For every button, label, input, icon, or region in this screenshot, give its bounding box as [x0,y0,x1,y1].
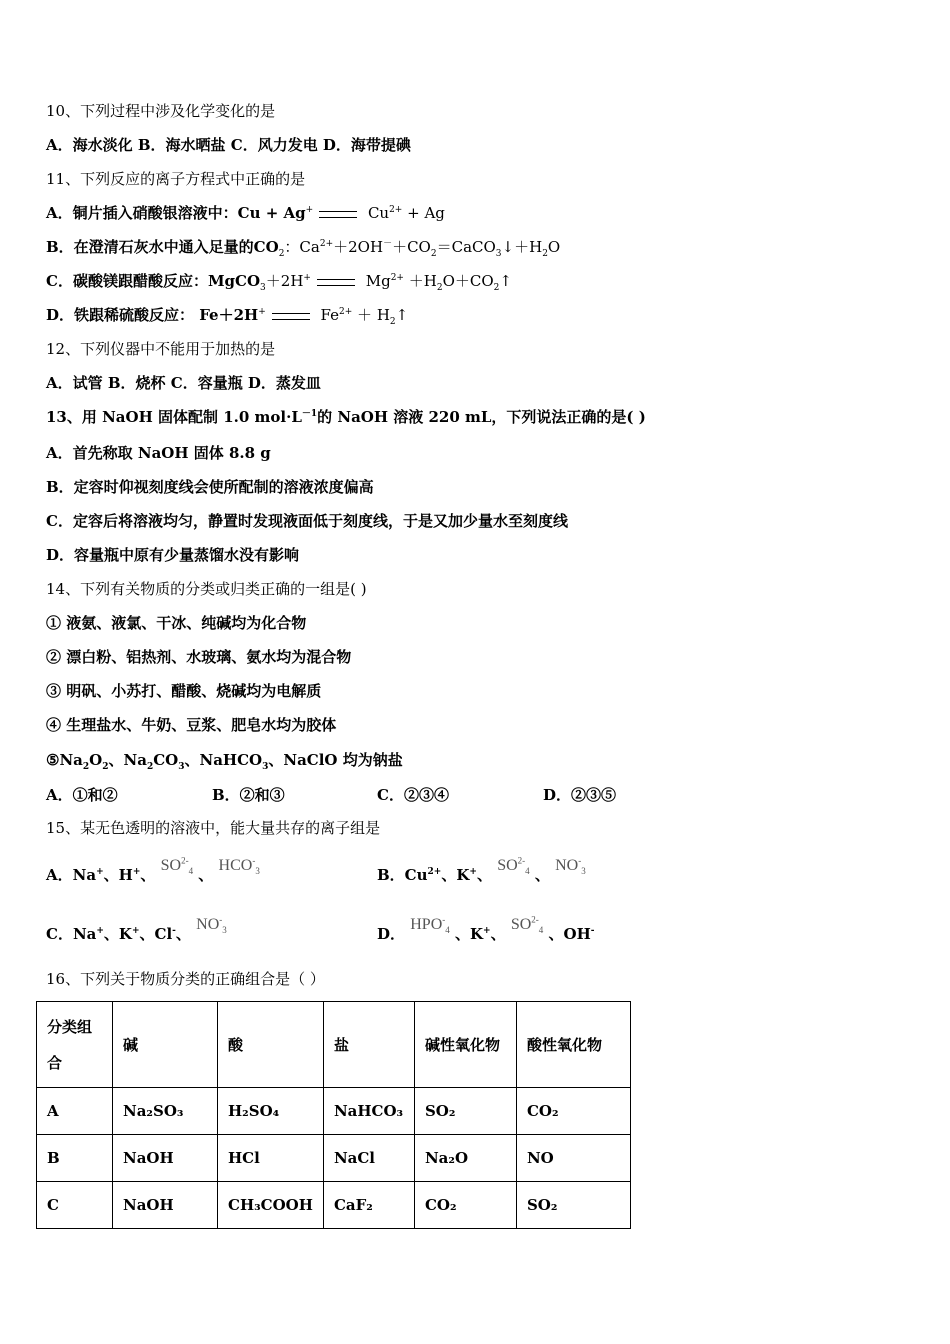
q13-stem-a: 13、用 NaOH 固体配制 1.0 mol·L [46,408,302,426]
q13-option-d: D．容量瓶中原有少量蒸馏水没有影响 [46,546,300,564]
table-header-cell: 盐 [323,1002,414,1088]
q15-d-text: D． [377,925,406,943]
s5-f: 、NaClO 均为钠盐 [268,751,403,769]
s5-e: 、NaHCO [184,751,263,769]
q15-c-text4: 、 [175,925,191,943]
q15-b-text2: 、K [441,866,470,884]
q11-a-end: + Ag [402,204,445,222]
table-header-cell: 碱性氧化物 [414,1002,516,1088]
q13-option-b: B．定容时仰视刻度线会使所配制的溶液浓度偏高 [46,478,374,496]
q11-b-rest2: ＋2OH [333,238,384,256]
q14-option-c: C．②③④ [377,786,449,804]
table-header-row [37,1002,631,1088]
q15-d-text2: 、K [455,925,484,943]
table-cell: CaF₂ [323,1182,414,1229]
q14-statement-4: ④ 生理盐水、牛奶、豆浆、肥皂水均为胶体 [46,716,337,734]
equals-sign [317,279,355,286]
q13-option-c: C．定容后将溶液均匀，静置时发现液面低于刻度线，于是又加少量水至刻度线 [46,512,568,530]
nitrate-ion: $NO^-_3$ [555,855,586,877]
q11-d-prefix: D．铁跟稀硫酸反应： Fe＋2H [46,306,259,324]
q11-option-c: C．碳酸镁跟醋酸反应：MgCO$_3$＋2H+ $Mg^{2+}$ $+H_2O+CO_2↑$ [46,272,512,293]
q11-c-mid: Mg [360,272,391,290]
q15-a-text3: 、 [140,866,156,884]
q15-option-c: C．Na+、K+、Cl-、 $NO^-_3$ [46,914,227,943]
table-cell: C [37,1182,113,1229]
table-header-cell: 碱 [113,1002,218,1088]
q15-a-text2: 、H [103,866,133,884]
q15-c-text2: 、K [103,925,132,943]
q15-option-d: D． $HPO^-_4$ 、K+、 $SO^{2-}_4$ 、OH- [377,914,595,943]
q13-stem [46,407,646,427]
q14-option-b: B．②和③ [212,786,285,804]
q15-b-text3: 、 [476,866,492,884]
q15-option-a: A．Na+、H+、 $SO^{2-}_4$ 、 $HCO^-_3$ [46,855,260,884]
q11-c-rest: ＋2H [265,272,304,290]
q11-option-a: A．铜片插入硝酸银溶液中：Cu + Ag+ $Cu^{2+} + Ag$ [46,204,445,222]
q15-sep: 、 [198,866,214,884]
q15-c-text: C．Na [46,925,97,943]
q11-a-mid: Cu [363,204,390,222]
table-header-cell: 酸性氧化物 [516,1002,630,1088]
q11-b-rest: ：Ca [284,238,320,256]
table-row [37,1088,631,1135]
q10-options: A．海水淡化 B．海水晒盐 C．风力发电 D．海带提碘 [46,136,411,154]
q12-options: A．试管 B．烧杯 C．容量瓶 D．蒸发皿 [46,374,321,392]
table-cell: Na₂SO₃ [113,1088,218,1135]
table-cell: SO₂ [414,1088,516,1135]
q11-d-mid: Fe [315,306,339,324]
q16-stem: 16、下列关于物质分类的正确组合是（ ） [46,970,325,988]
table-cell: H₂SO₄ [218,1088,324,1135]
q15-a-text: A．Na [46,866,97,884]
sulfate-ion: $SO^{2-}_4$ [160,855,194,877]
q11-b-rest4: ＝CaCO [436,238,496,256]
q15-d-text4: 、OH [548,925,591,943]
hydrogen-carbonate-ion: $HCO^-_3$ [218,855,260,877]
s5-d: CO [153,751,179,769]
table-cell: NaOH [113,1135,218,1182]
q11-b-rest3: ＋CO [392,238,431,256]
q10-stem: 10、下列过程中涉及化学变化的是 [46,102,276,120]
table-cell: HCl [218,1135,324,1182]
q14-statement-3: ③ 明矾、小苏打、醋酸、烧碱均为电解质 [46,682,322,700]
q14-statement-2: ② 漂白粉、铝热剂、水玻璃、氨水均为混合物 [46,648,352,666]
nitrate-ion: $NO^-_3$ [196,914,227,936]
table-cell: NaHCO₃ [323,1088,414,1135]
q13-option-a: A．首先称取 NaOH 固体 8.8 g [46,444,271,462]
q14-option-a: A．①和② [46,786,118,804]
s5-a: ⑤Na [46,751,83,769]
q11-b-rest6: O [547,238,561,256]
table-cell: B [37,1135,113,1182]
table-header-cell: 分类组合 [37,1002,113,1088]
q11-b-prefix: B．在澄清石灰水中通入足量的CO [46,238,279,256]
q15-stem: 15、某无色透明的溶液中，能大量共存的离子组是 [46,819,381,837]
q15-d-text3: 、 [490,925,506,943]
q11-stem: 11、下列反应的离子方程式中正确的是 [46,170,306,188]
q15-c-text3: 、Cl [139,925,173,943]
q11-c-end2: O＋CO [442,272,494,290]
q14-statement-5: $⑤Na_2O_2$、$Na_2CO_3$、NaHCO$_3$、NaClO 均为钠盐 [46,751,403,772]
q11-a-prefix: A．铜片插入硝酸银溶液中：Cu + Ag [46,204,306,222]
q11-d-end2: ↑ [395,306,409,324]
table-cell: NaCl [323,1135,414,1182]
q14-option-d: D．②③⑤ [543,786,617,804]
table-cell: NO [516,1135,630,1182]
s5-c: 、Na [108,751,147,769]
table-row [37,1182,631,1229]
q11-option-d: D．铁跟稀硫酸反应： Fe＋2H+ $Fe^{2+}$ ＋ $H_2↑$ [46,306,409,327]
table-cell: NaOH [113,1182,218,1229]
s5-b: O [89,751,103,769]
q11-c-end3: ↑ [499,272,512,290]
table-cell: A [37,1088,113,1135]
table-cell: SO₂ [516,1182,630,1229]
table-row [37,1135,631,1182]
q12-stem: 12、下列仪器中不能用于加热的是 [46,340,276,358]
q15-option-b: B．$Cu^{2+}$、K+、 $SO^{2-}_4$ 、 $NO^-_3$ [377,855,586,884]
q11-b-rest5: ↓＋H [501,238,543,256]
q11-option-b: B．在澄清石灰水中通入足量的$CO_2$：$Ca^{2+}+2OH^-+CO_2=CaCO_3↓+H_2O$ [46,238,561,259]
q15-sep: 、 [534,866,550,884]
sulfate-ion: $SO^{2-}_4$ [497,855,530,877]
q11-c-prefix: C．碳酸镁跟醋酸反应：MgCO [46,272,261,290]
sulfate-ion: $SO^{2-}_4$ [510,914,544,936]
classification-table [36,1001,631,1229]
table-cell: Na₂O [414,1135,516,1182]
table-header-cell: 酸 [218,1002,324,1088]
hydrogen-phosphate-ion: $HPO^-_4$ [410,914,450,936]
q13-stem-sup: －1 [301,409,318,419]
q13-stem-b: 的 NaOH 溶液 220 mL，下列说法正确的是( ) [317,408,646,426]
q11-d-end: ＋ H [352,306,390,324]
equals-sign [319,211,357,218]
table-cell: CO₂ [516,1088,630,1135]
q14-statement-1: ① 液氨、液氯、干冰、纯碱均为化合物 [46,614,307,632]
q11-c-end: ＋H [403,272,437,290]
q14-stem: 14、下列有关物质的分类或归类正确的一组是( ) [46,580,367,598]
q15-b-text: B．Cu [377,866,428,884]
equals-sign [272,313,310,320]
table-cell: CO₂ [414,1182,516,1229]
table-cell: CH₃COOH [218,1182,324,1229]
